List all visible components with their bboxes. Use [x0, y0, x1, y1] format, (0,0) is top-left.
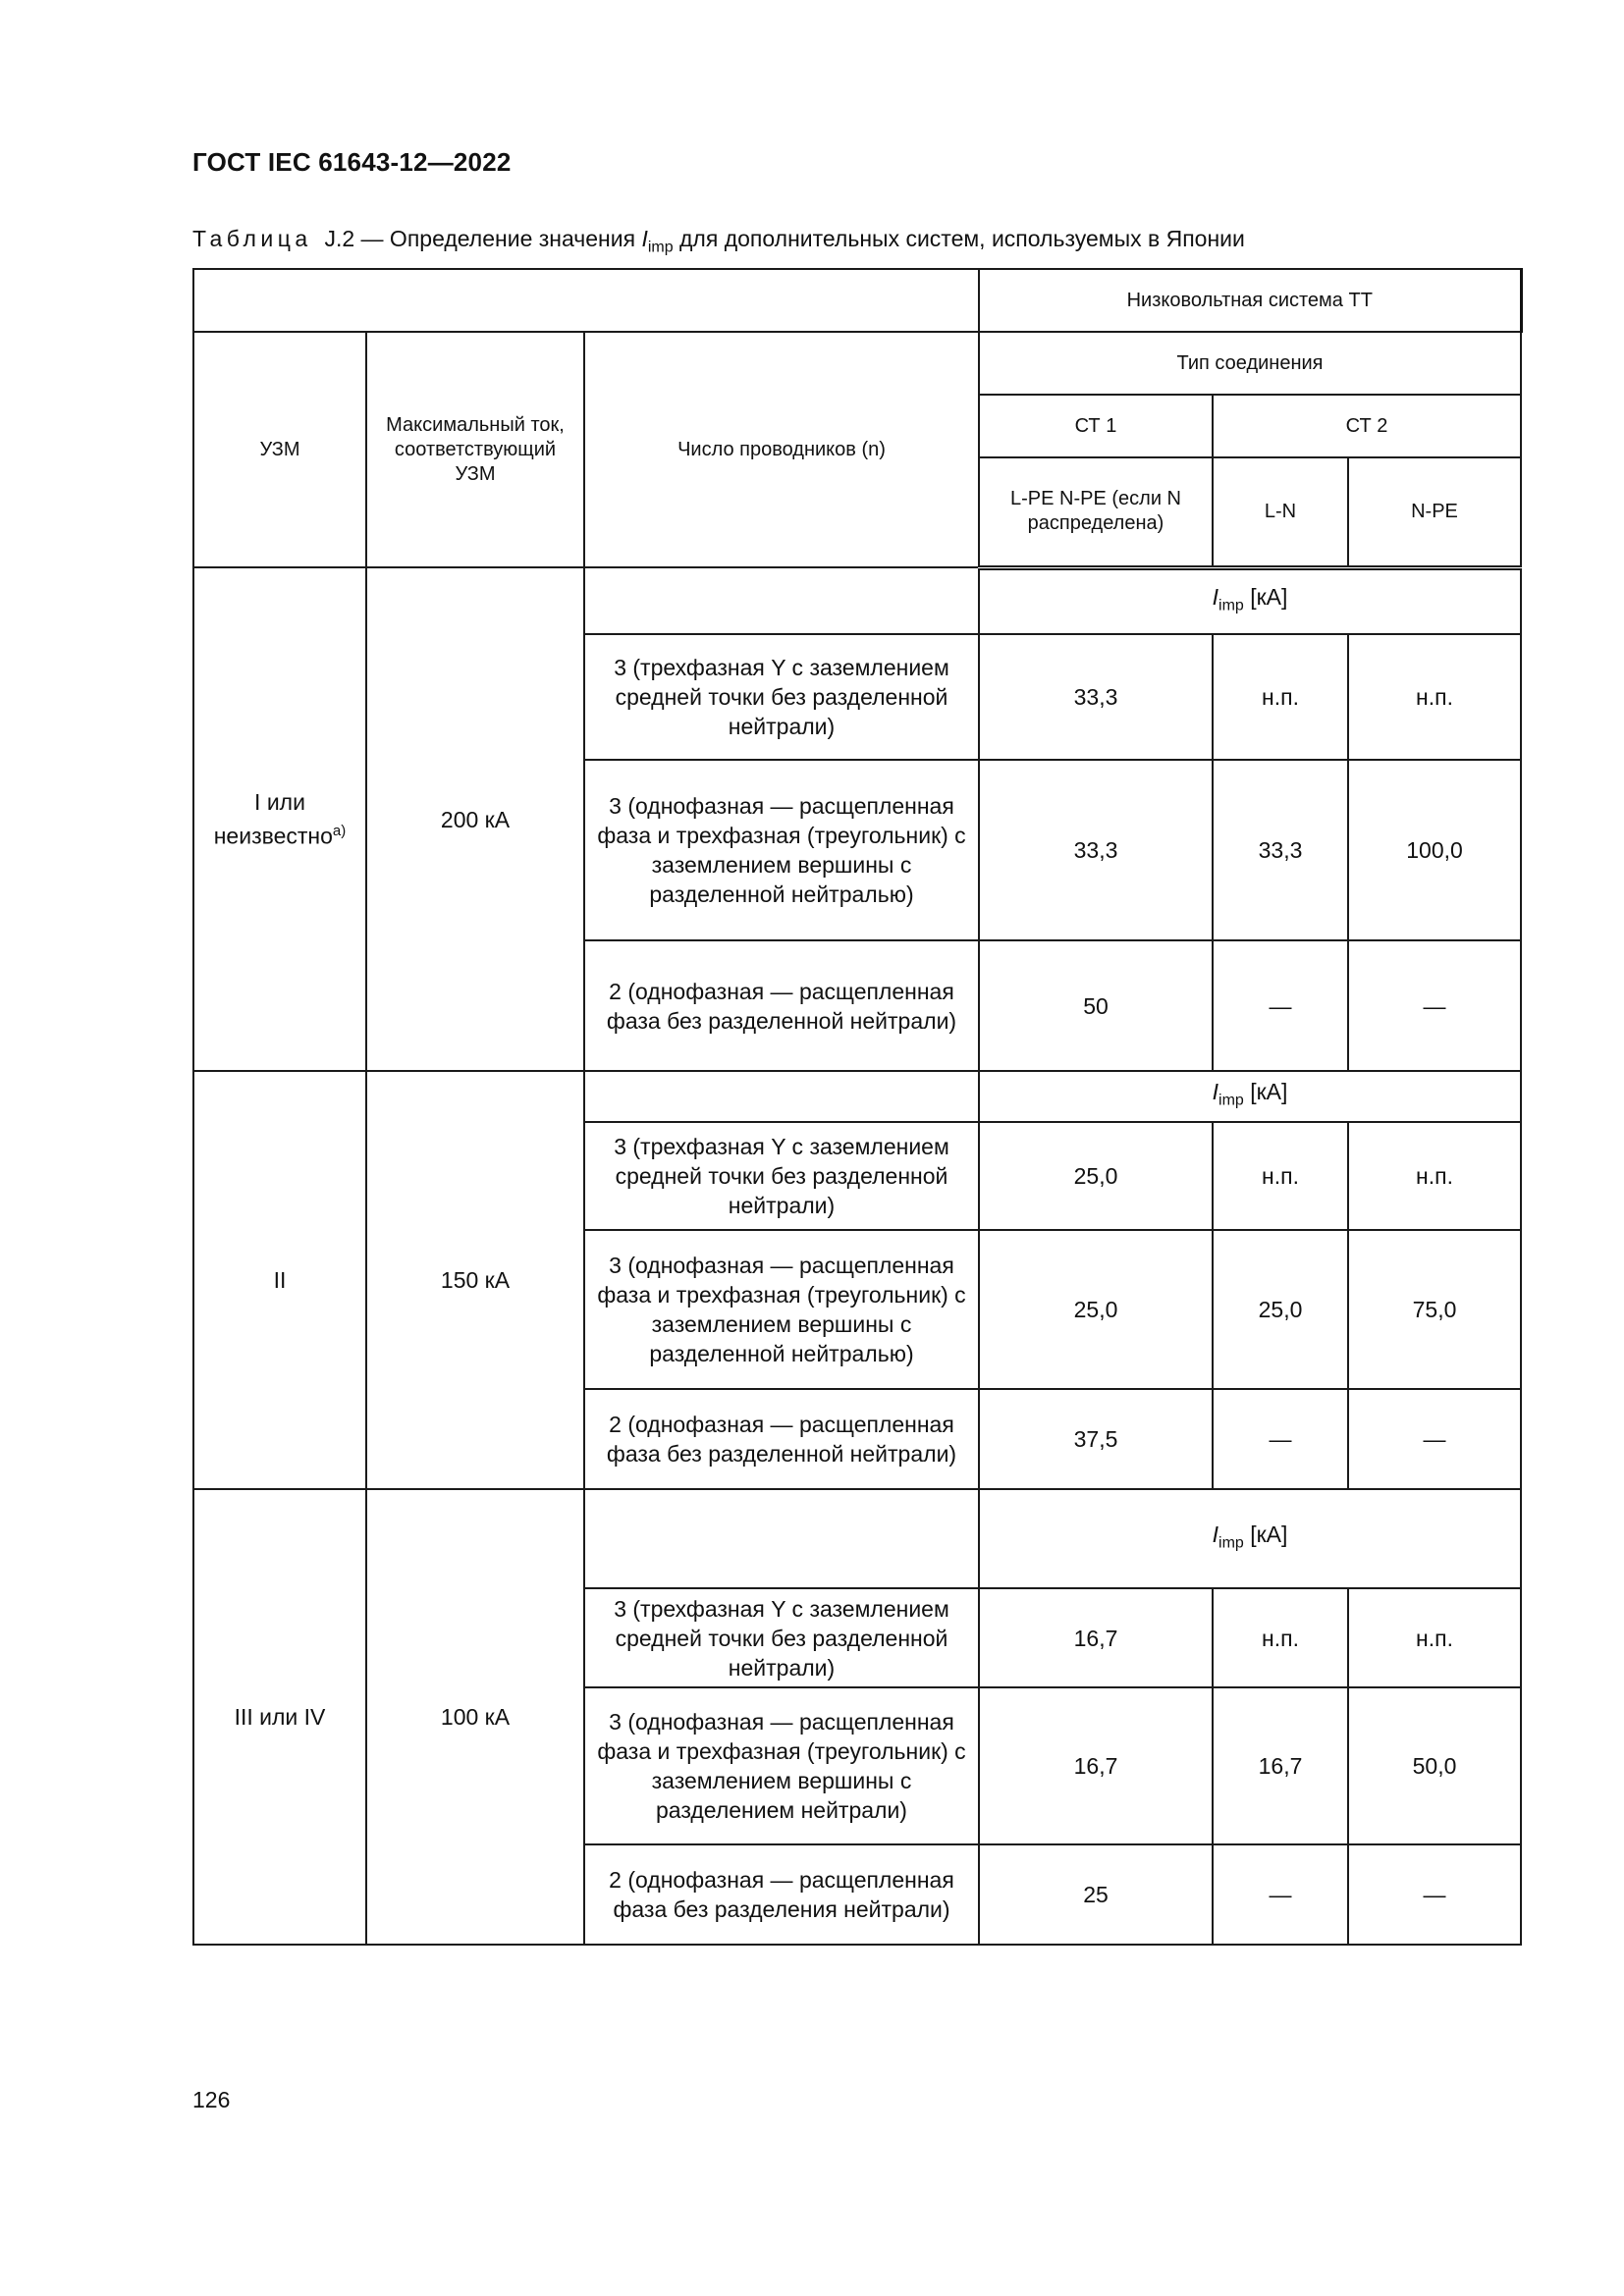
ln-value: — [1213, 1389, 1348, 1489]
npe-value: — [1348, 1389, 1521, 1489]
unit-row-empty-cell [584, 1071, 979, 1122]
npe-value: 100,0 [1348, 760, 1521, 940]
conductors-cell: 3 (однофазная — расщепленная фаза и трехфазная (треугольник) с заземлением вершины с разделенной нейтралью) [584, 1230, 979, 1389]
table-row [193, 567, 1521, 634]
header-ct2: СТ 2 [1213, 395, 1521, 457]
unit-row-empty-cell [584, 567, 979, 634]
header-conductors: Число проводников (n) [584, 332, 979, 567]
ct1-value: 33,3 [979, 634, 1213, 760]
table-caption [192, 226, 1245, 257]
ct1-value: 25,0 [979, 1230, 1213, 1389]
table-row [193, 1489, 1521, 1588]
page-number: 126 [192, 2087, 231, 2112]
uzm-cell: III или IV [193, 1489, 366, 1945]
unit-row-empty-cell [584, 1489, 979, 1588]
header-ln: L-N [1213, 457, 1348, 567]
npe-value: — [1348, 1844, 1521, 1945]
data-table [192, 268, 1523, 1946]
ct1-value: 16,7 [979, 1588, 1213, 1687]
header-empty-cell [193, 269, 979, 332]
unit-cell [979, 1071, 1521, 1122]
uzm-value: I или неизвестно [213, 789, 333, 849]
npe-value: 75,0 [1348, 1230, 1521, 1389]
ln-value: 16,7 [1213, 1687, 1348, 1844]
max-current-cell: 100 кА [366, 1489, 584, 1945]
conductors-cell: 3 (трехфазная Y с заземлением средней точки без разделенной нейтрали) [584, 1122, 979, 1230]
conductors-cell: 3 (трехфазная Y с заземлением средней точки без разделенной нейтрали) [584, 634, 979, 760]
unit-subscript: imp [1218, 1092, 1244, 1109]
ct1-value: 50 [979, 940, 1213, 1071]
ct1-value: 33,3 [979, 760, 1213, 940]
ln-value: н.п. [1213, 1122, 1348, 1230]
table-header-row [193, 269, 1521, 332]
header-connection-type: Тип соединения [979, 332, 1521, 395]
unit-cell [979, 1489, 1521, 1588]
conductors-cell: 3 (однофазная — расщепленная фаза и трехфазная (треугольник) с заземлением вершины с разделенной нейтралью) [584, 760, 979, 940]
caption-text-after: для дополнительных систем, используемых в Японии [673, 226, 1245, 251]
header-ct1: СТ 1 [979, 395, 1213, 457]
unit-symbol: I [1212, 1079, 1219, 1105]
npe-value: н.п. [1348, 634, 1521, 760]
header-ct1-sub: L-PE N-PE (если N распределена) [979, 457, 1213, 567]
ln-value: — [1213, 940, 1348, 1071]
ln-value: 25,0 [1213, 1230, 1348, 1389]
npe-value: 50,0 [1348, 1687, 1521, 1844]
conductors-cell: 3 (однофазная — расщепленная фаза и трехфазная (треугольник) с заземлением вершины с разделением нейтрали) [584, 1687, 979, 1844]
npe-value: н.п. [1348, 1588, 1521, 1687]
caption-symbol-subscript: imp [647, 239, 674, 256]
uzm-cell: II [193, 1071, 366, 1489]
max-current-cell: 200 кА [366, 567, 584, 1071]
uzm-cell [193, 567, 366, 1071]
caption-number: J.2 [324, 226, 355, 251]
header-max-current: Максимальный ток, соответствующий УЗМ [366, 332, 584, 567]
unit-subscript: imp [1218, 1534, 1244, 1552]
ct1-value: 16,7 [979, 1687, 1213, 1844]
uzm-footnote-mark: а) [332, 823, 347, 840]
caption-text-before: — Определение значения [354, 226, 642, 251]
npe-value: н.п. [1348, 1122, 1521, 1230]
header-system-type: Низковольтная система ТТ [979, 269, 1521, 332]
unit-text: [кА] [1243, 1521, 1288, 1547]
unit-text: [кА] [1243, 1079, 1288, 1105]
unit-symbol: I [1212, 1521, 1219, 1547]
unit-text: [кА] [1243, 583, 1288, 610]
npe-value: — [1348, 940, 1521, 1071]
table-header-row [193, 332, 1521, 395]
unit-cell [979, 567, 1521, 634]
header-npe: N-PE [1348, 457, 1521, 567]
unit-subscript: imp [1218, 597, 1244, 614]
ln-value: н.п. [1213, 1588, 1348, 1687]
table-row [193, 1071, 1521, 1122]
ln-value: н.п. [1213, 634, 1348, 760]
conductors-cell: 3 (трехфазная Y с заземлением средней точки без разделенной нейтрали) [584, 1588, 979, 1687]
caption-symbol: I [641, 226, 648, 251]
ct1-value: 25,0 [979, 1122, 1213, 1230]
document-header: ГОСТ IEC 61643-12—2022 [192, 147, 512, 177]
ct1-value: 25 [979, 1844, 1213, 1945]
conductors-cell: 2 (однофазная — расщепленная фаза без разделенной нейтрали) [584, 1389, 979, 1489]
ln-value: 33,3 [1213, 760, 1348, 940]
unit-symbol: I [1212, 583, 1219, 610]
max-current-cell: 150 кА [366, 1071, 584, 1489]
conductors-cell: 2 (однофазная — расщепленная фаза без разделенной нейтрали) [584, 940, 979, 1071]
conductors-cell: 2 (однофазная — расщепленная фаза без разделения нейтрали) [584, 1844, 979, 1945]
header-uzm: УЗМ [193, 332, 366, 567]
ln-value: — [1213, 1844, 1348, 1945]
ct1-value: 37,5 [979, 1389, 1213, 1489]
caption-prefix: Таблица [192, 226, 312, 251]
